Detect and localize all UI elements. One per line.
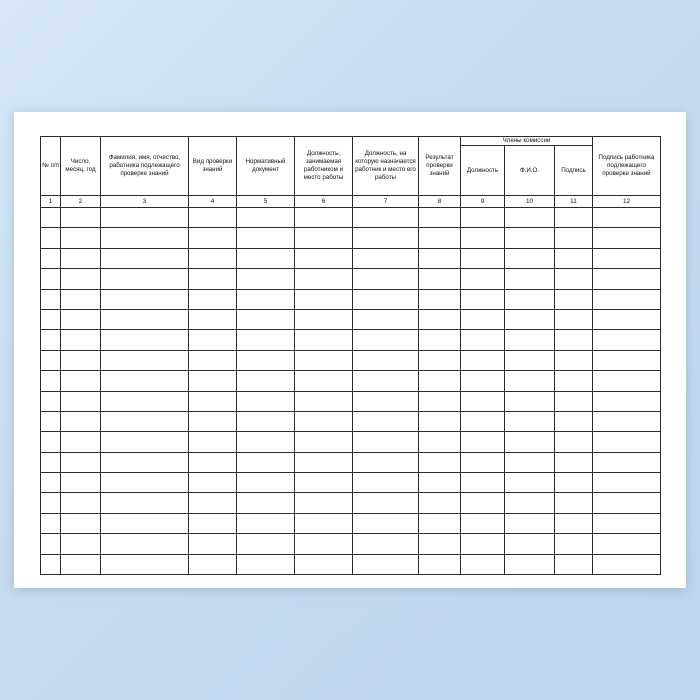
column-number-5: 5	[237, 196, 295, 208]
table-cell-empty[interactable]	[593, 411, 661, 431]
table-cell-empty[interactable]	[419, 513, 461, 533]
table-cell-empty[interactable]	[237, 309, 295, 329]
table-cell-empty[interactable]	[353, 411, 419, 431]
table-cell-empty[interactable]	[461, 432, 505, 452]
table-row	[41, 452, 661, 472]
table-cell-empty[interactable]	[555, 473, 593, 493]
table-cell-empty[interactable]	[189, 309, 237, 329]
table-cell-empty[interactable]	[461, 513, 505, 533]
table-cell-empty[interactable]	[505, 473, 555, 493]
table-cell-empty[interactable]	[555, 432, 593, 452]
table-cell-empty[interactable]	[295, 309, 353, 329]
table-row	[41, 534, 661, 554]
table-cell-empty[interactable]	[419, 228, 461, 248]
table-cell-empty[interactable]	[41, 248, 61, 268]
column-number-3: 3	[101, 196, 189, 208]
table-cell-empty[interactable]	[419, 473, 461, 493]
table-cell-empty[interactable]	[461, 452, 505, 472]
table-cell-empty[interactable]	[41, 513, 61, 533]
table-cell-empty[interactable]	[61, 228, 101, 248]
table-cell-empty[interactable]	[41, 269, 61, 289]
table-row	[41, 513, 661, 533]
table-cell-empty[interactable]	[295, 269, 353, 289]
header-col-11: Подпись	[555, 146, 593, 196]
table-cell-empty[interactable]	[505, 554, 555, 574]
table-row	[41, 330, 661, 350]
table-cell-empty[interactable]	[295, 289, 353, 309]
table-cell-empty[interactable]	[61, 473, 101, 493]
table-cell-empty[interactable]	[101, 452, 189, 472]
table-row	[41, 493, 661, 513]
header-col-10: Ф.И.О.	[505, 146, 555, 196]
table-cell-empty[interactable]	[461, 411, 505, 431]
table-cell-empty[interactable]	[353, 371, 419, 391]
table-cell-empty[interactable]	[237, 513, 295, 533]
table-cell-empty[interactable]	[461, 248, 505, 268]
column-number-8: 8	[419, 196, 461, 208]
header-group-commission: Члены комиссии	[461, 137, 593, 146]
table-cell-empty[interactable]	[61, 513, 101, 533]
table-cell-empty[interactable]	[419, 554, 461, 574]
document-sheet	[14, 112, 686, 588]
table-cell-empty[interactable]	[419, 411, 461, 431]
table-cell-empty[interactable]	[41, 228, 61, 248]
column-number-7: 7	[353, 196, 419, 208]
column-number-row	[41, 196, 661, 208]
table-cell-empty[interactable]	[353, 452, 419, 472]
table-cell-empty[interactable]	[461, 554, 505, 574]
table-cell-empty[interactable]	[101, 309, 189, 329]
table-cell-empty[interactable]	[593, 248, 661, 268]
table-cell-empty[interactable]	[505, 513, 555, 533]
table-cell-empty[interactable]	[295, 473, 353, 493]
table-cell-empty[interactable]	[461, 371, 505, 391]
table-cell-empty[interactable]	[555, 330, 593, 350]
table-cell-empty[interactable]	[189, 289, 237, 309]
table-cell-empty[interactable]	[505, 330, 555, 350]
table-cell-empty[interactable]	[505, 289, 555, 309]
table-cell-empty[interactable]	[237, 269, 295, 289]
table-cell-empty[interactable]	[61, 493, 101, 513]
table-cell-empty[interactable]	[41, 554, 61, 574]
header-col-6: Должность, занимаемая работником и место работы	[295, 137, 353, 196]
table-row	[41, 473, 661, 493]
table-cell-empty[interactable]	[353, 473, 419, 493]
header-col-12: Подпись работника подлежащего проверке знаний	[593, 137, 661, 196]
table-cell-empty[interactable]	[41, 350, 61, 370]
table-cell-empty[interactable]	[189, 208, 237, 228]
table-cell-empty[interactable]	[101, 432, 189, 452]
table-cell-empty[interactable]	[237, 371, 295, 391]
table-cell-empty[interactable]	[41, 432, 61, 452]
table-cell-empty[interactable]	[61, 452, 101, 472]
table-cell-empty[interactable]	[419, 350, 461, 370]
table-cell-empty[interactable]	[295, 350, 353, 370]
table-cell-empty[interactable]	[419, 248, 461, 268]
header-col-5: Нормативный документ	[237, 137, 295, 196]
table-cell-empty[interactable]	[237, 411, 295, 431]
table-cell-empty[interactable]	[461, 228, 505, 248]
table-cell-empty[interactable]	[461, 493, 505, 513]
journal-table	[40, 136, 661, 575]
group-header-row	[41, 137, 661, 146]
table-cell-empty[interactable]	[101, 371, 189, 391]
table-cell-empty[interactable]	[237, 554, 295, 574]
table-cell-empty[interactable]	[189, 411, 237, 431]
table-cell-empty[interactable]	[419, 289, 461, 309]
column-number-12: 12	[593, 196, 661, 208]
table-cell-empty[interactable]	[41, 371, 61, 391]
table-cell-empty[interactable]	[505, 228, 555, 248]
table-cell-empty[interactable]	[505, 452, 555, 472]
table-cell-empty[interactable]	[555, 452, 593, 472]
table-cell-empty[interactable]	[295, 330, 353, 350]
table-cell-empty[interactable]	[237, 289, 295, 309]
table-cell-empty[interactable]	[189, 350, 237, 370]
table-cell-empty[interactable]	[189, 228, 237, 248]
table-cell-empty[interactable]	[555, 534, 593, 554]
table-cell-empty[interactable]	[41, 452, 61, 472]
table-cell-empty[interactable]	[189, 493, 237, 513]
table-cell-empty[interactable]	[593, 554, 661, 574]
table-cell-empty[interactable]	[593, 228, 661, 248]
table-header	[41, 137, 661, 208]
table-cell-empty[interactable]	[101, 350, 189, 370]
table-cell-empty[interactable]	[555, 371, 593, 391]
table-cell-empty[interactable]	[101, 289, 189, 309]
table-cell-empty[interactable]	[555, 513, 593, 533]
table-cell-empty[interactable]	[295, 411, 353, 431]
table-row	[41, 269, 661, 289]
table-cell-empty[interactable]	[555, 350, 593, 370]
table-cell-empty[interactable]	[555, 391, 593, 411]
table-cell-empty[interactable]	[461, 309, 505, 329]
table-cell-empty[interactable]	[189, 371, 237, 391]
table-cell-empty[interactable]	[593, 473, 661, 493]
table-cell-empty[interactable]	[505, 493, 555, 513]
table-cell-empty[interactable]	[61, 432, 101, 452]
table-cell-empty[interactable]	[189, 269, 237, 289]
table-cell-empty[interactable]	[593, 350, 661, 370]
table-cell-empty[interactable]	[353, 208, 419, 228]
table-cell-empty[interactable]	[505, 391, 555, 411]
column-number-2: 2	[61, 196, 101, 208]
table-cell-empty[interactable]	[461, 269, 505, 289]
table-cell-empty[interactable]	[593, 493, 661, 513]
column-number-1: 1	[41, 196, 61, 208]
header-col-8: Результат проверки знаний	[419, 137, 461, 196]
table-cell-empty[interactable]	[419, 493, 461, 513]
table-body	[41, 208, 661, 575]
table-cell-empty[interactable]	[419, 208, 461, 228]
table-cell-empty[interactable]	[505, 269, 555, 289]
table-cell-empty[interactable]	[189, 248, 237, 268]
table-cell-empty[interactable]	[555, 269, 593, 289]
table-cell-empty[interactable]	[101, 391, 189, 411]
table-cell-empty[interactable]	[41, 309, 61, 329]
table-cell-empty[interactable]	[101, 513, 189, 533]
table-cell-empty[interactable]	[101, 228, 189, 248]
table-cell-empty[interactable]	[61, 350, 101, 370]
table-cell-empty[interactable]	[61, 391, 101, 411]
table-cell-empty[interactable]	[295, 248, 353, 268]
table-cell-empty[interactable]	[237, 391, 295, 411]
table-cell-empty[interactable]	[189, 534, 237, 554]
column-number-9: 9	[461, 196, 505, 208]
table-cell-empty[interactable]	[353, 350, 419, 370]
header-col-9: Должность	[461, 146, 505, 196]
table-cell-empty[interactable]	[419, 391, 461, 411]
table-cell-empty[interactable]	[461, 208, 505, 228]
table-cell-empty[interactable]	[555, 411, 593, 431]
table-cell-empty[interactable]	[353, 432, 419, 452]
table-cell-empty[interactable]	[189, 554, 237, 574]
table-row	[41, 432, 661, 452]
table-cell-empty[interactable]	[593, 452, 661, 472]
table-cell-empty[interactable]	[101, 534, 189, 554]
table-cell-empty[interactable]	[237, 208, 295, 228]
table-cell-empty[interactable]	[101, 493, 189, 513]
table-cell-empty[interactable]	[101, 269, 189, 289]
table-cell-empty[interactable]	[555, 554, 593, 574]
table-cell-empty[interactable]	[237, 473, 295, 493]
table-cell-empty[interactable]	[41, 391, 61, 411]
table-cell-empty[interactable]	[555, 228, 593, 248]
table-cell-empty[interactable]	[353, 309, 419, 329]
table-cell-empty[interactable]	[41, 330, 61, 350]
table-row	[41, 309, 661, 329]
table-cell-empty[interactable]	[189, 391, 237, 411]
table-cell-empty[interactable]	[461, 473, 505, 493]
table-cell-empty[interactable]	[61, 248, 101, 268]
journal-table-wrapper	[40, 136, 660, 575]
table-cell-empty[interactable]	[61, 371, 101, 391]
table-cell-empty[interactable]	[295, 391, 353, 411]
table-row	[41, 371, 661, 391]
table-cell-empty[interactable]	[101, 208, 189, 228]
table-cell-empty[interactable]	[555, 289, 593, 309]
table-cell-empty[interactable]	[189, 432, 237, 452]
table-cell-empty[interactable]	[419, 309, 461, 329]
table-cell-empty[interactable]	[61, 411, 101, 431]
table-cell-empty[interactable]	[295, 452, 353, 472]
table-cell-empty[interactable]	[101, 411, 189, 431]
table-cell-empty[interactable]	[593, 534, 661, 554]
table-cell-empty[interactable]	[189, 330, 237, 350]
table-row	[41, 228, 661, 248]
table-cell-empty[interactable]	[593, 371, 661, 391]
table-cell-empty[interactable]	[295, 513, 353, 533]
table-cell-empty[interactable]	[593, 309, 661, 329]
table-cell-empty[interactable]	[419, 330, 461, 350]
table-cell-empty[interactable]	[295, 371, 353, 391]
table-cell-empty[interactable]	[237, 432, 295, 452]
table-cell-empty[interactable]	[61, 309, 101, 329]
header-col-7: Должность, на которую назначается работник и место его работы	[353, 137, 419, 196]
header-col-3: Фамилия, имя, отчество, работника подлежащего проверке знаний	[101, 137, 189, 196]
column-number-4: 4	[189, 196, 237, 208]
table-cell-empty[interactable]	[555, 493, 593, 513]
table-cell-empty[interactable]	[41, 493, 61, 513]
table-cell-empty[interactable]	[237, 452, 295, 472]
table-cell-empty[interactable]	[555, 208, 593, 228]
table-cell-empty[interactable]	[353, 228, 419, 248]
table-cell-empty[interactable]	[295, 534, 353, 554]
table-cell-empty[interactable]	[461, 534, 505, 554]
table-cell-empty[interactable]	[461, 350, 505, 370]
table-cell-empty[interactable]	[41, 534, 61, 554]
table-cell-empty[interactable]	[353, 248, 419, 268]
table-cell-empty[interactable]	[353, 493, 419, 513]
table-cell-empty[interactable]	[237, 350, 295, 370]
column-number-11: 11	[555, 196, 593, 208]
table-cell-empty[interactable]	[353, 554, 419, 574]
table-cell-empty[interactable]	[505, 534, 555, 554]
table-cell-empty[interactable]	[237, 534, 295, 554]
table-cell-empty[interactable]	[593, 432, 661, 452]
table-cell-empty[interactable]	[353, 534, 419, 554]
table-cell-empty[interactable]	[61, 554, 101, 574]
table-cell-empty[interactable]	[505, 432, 555, 452]
table-cell-empty[interactable]	[353, 289, 419, 309]
table-cell-empty[interactable]	[61, 330, 101, 350]
table-cell-empty[interactable]	[593, 269, 661, 289]
table-cell-empty[interactable]	[353, 513, 419, 533]
table-cell-empty[interactable]	[419, 371, 461, 391]
table-cell-empty[interactable]	[505, 371, 555, 391]
table-cell-empty[interactable]	[461, 391, 505, 411]
table-cell-empty[interactable]	[555, 309, 593, 329]
table-cell-empty[interactable]	[41, 473, 61, 493]
table-cell-empty[interactable]	[41, 289, 61, 309]
table-row	[41, 554, 661, 574]
table-cell-empty[interactable]	[295, 493, 353, 513]
table-cell-empty[interactable]	[101, 248, 189, 268]
table-cell-empty[interactable]	[461, 289, 505, 309]
table-cell-empty[interactable]	[505, 208, 555, 228]
column-number-10: 10	[505, 196, 555, 208]
header-col-1: № п/п	[41, 137, 61, 196]
table-cell-empty[interactable]	[505, 350, 555, 370]
table-cell-empty[interactable]	[237, 248, 295, 268]
table-cell-empty[interactable]	[461, 330, 505, 350]
table-cell-empty[interactable]	[353, 330, 419, 350]
table-cell-empty[interactable]	[101, 473, 189, 493]
table-cell-empty[interactable]	[189, 473, 237, 493]
table-cell-empty[interactable]	[505, 309, 555, 329]
table-cell-empty[interactable]	[419, 432, 461, 452]
table-cell-empty[interactable]	[41, 411, 61, 431]
table-cell-empty[interactable]	[419, 452, 461, 472]
table-cell-empty[interactable]	[505, 411, 555, 431]
table-cell-empty[interactable]	[419, 269, 461, 289]
table-cell-empty[interactable]	[41, 208, 61, 228]
table-row	[41, 411, 661, 431]
table-cell-empty[interactable]	[101, 554, 189, 574]
table-cell-empty[interactable]	[295, 228, 353, 248]
table-row	[41, 350, 661, 370]
table-cell-empty[interactable]	[593, 513, 661, 533]
table-cell-empty[interactable]	[189, 452, 237, 472]
header-col-2: Число, месяц, год	[61, 137, 101, 196]
table-cell-empty[interactable]	[593, 208, 661, 228]
table-cell-empty[interactable]	[189, 513, 237, 533]
table-cell-empty[interactable]	[61, 208, 101, 228]
table-cell-empty[interactable]	[593, 391, 661, 411]
table-row	[41, 248, 661, 268]
table-cell-empty[interactable]	[61, 269, 101, 289]
table-cell-empty[interactable]	[237, 493, 295, 513]
table-cell-empty[interactable]	[237, 228, 295, 248]
table-row	[41, 289, 661, 309]
table-cell-empty[interactable]	[295, 554, 353, 574]
table-cell-empty[interactable]	[593, 289, 661, 309]
table-cell-empty[interactable]	[101, 330, 189, 350]
table-cell-empty[interactable]	[593, 330, 661, 350]
table-cell-empty[interactable]	[505, 248, 555, 268]
column-number-6: 6	[295, 196, 353, 208]
header-col-4: Вид проверки знаний	[189, 137, 237, 196]
table-cell-empty[interactable]	[61, 534, 101, 554]
table-cell-empty[interactable]	[295, 208, 353, 228]
table-cell-empty[interactable]	[419, 534, 461, 554]
table-cell-empty[interactable]	[353, 391, 419, 411]
table-row	[41, 391, 661, 411]
table-cell-empty[interactable]	[61, 289, 101, 309]
table-row	[41, 208, 661, 228]
table-cell-empty[interactable]	[353, 269, 419, 289]
table-cell-empty[interactable]	[237, 330, 295, 350]
table-cell-empty[interactable]	[555, 248, 593, 268]
table-cell-empty[interactable]	[295, 432, 353, 452]
